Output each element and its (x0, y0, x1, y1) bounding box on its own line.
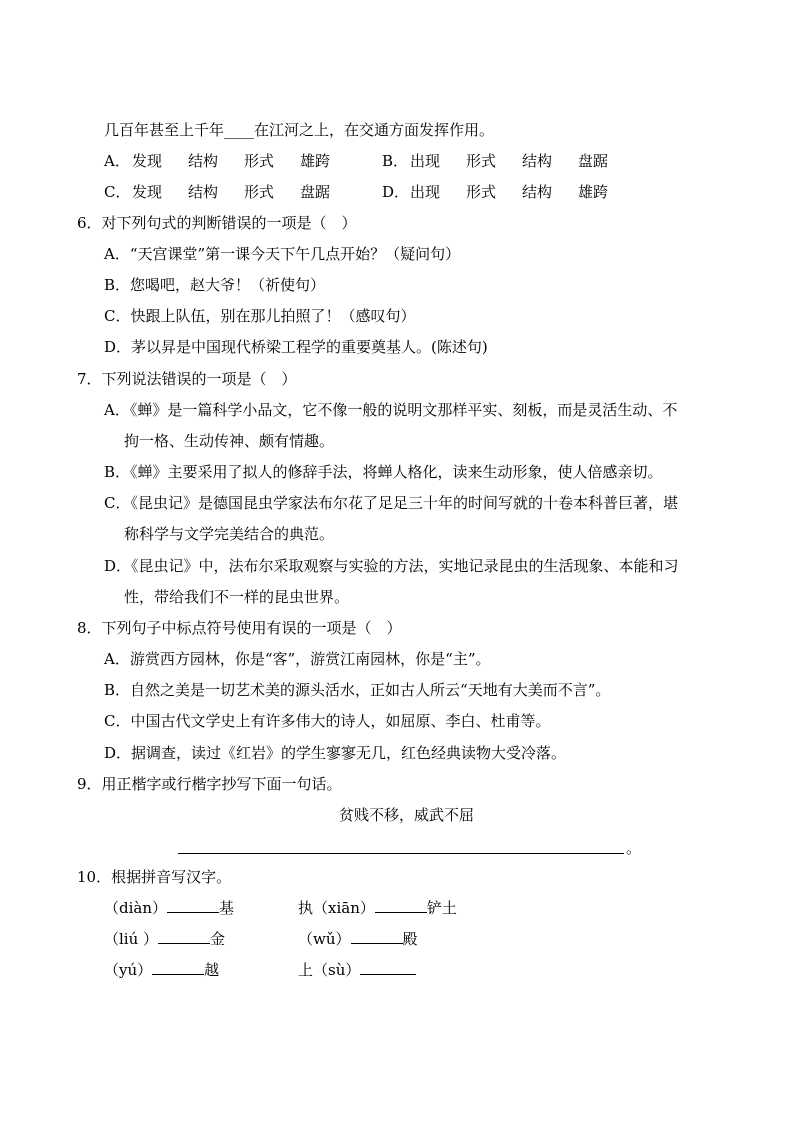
q5-option-c (104, 182, 330, 202)
q7-stem: 7．下列说法错误的一项是（ ） (77, 370, 297, 388)
pinyin-item (298, 898, 457, 918)
copy-answer-line[interactable] (178, 852, 624, 854)
q8-stem: 8．下列句子中标点符号使用有误的一项是（ ） (77, 619, 402, 637)
pinyin-suffix: 越 (204, 961, 220, 979)
answer-blank[interactable] (152, 960, 204, 975)
pinyin-suffix: 金 (210, 930, 226, 948)
option-word: 发现 (132, 183, 163, 201)
answer-blank[interactable] (167, 898, 219, 913)
q9-period: 。 (626, 839, 642, 857)
pinyin-item (104, 898, 234, 918)
q7-option-b: B．《蝉》主要采用了拟人的修辞手法，将蝉人格化，读来生动形象，使人倍感亲切。 (104, 463, 663, 481)
pinyin-item (104, 960, 219, 980)
pinyin-prompt: （yú） (104, 961, 153, 979)
q5-option-a (104, 151, 330, 171)
q8-option-c: C．中国古代文学史上有许多伟大的诗人，如屈原、李白、杜甫等。 (104, 712, 551, 730)
q6-option-b: B．您喝吧，赵大爷！（祈使句） (104, 276, 326, 294)
q7-option-d-cont: 性，带给我们不一样的昆虫世界。 (124, 588, 350, 606)
pinyin-item (298, 960, 416, 980)
answer-blank[interactable] (375, 898, 427, 913)
q5-option-d (382, 182, 608, 202)
q6-option-a: A．“天宫课堂”第一课今天下午几点开始？（疑问句） (104, 245, 461, 263)
pinyin-prompt: （liú ） (104, 930, 159, 948)
option-word: 形式 (466, 183, 497, 201)
q9-sentence: 贫贱不移，威武不屈 (339, 806, 475, 824)
option-label: D． (382, 183, 410, 201)
pinyin-suffix: 殿 (402, 930, 418, 948)
pinyin-item (104, 929, 225, 949)
q9-stem: 9．用正楷字或行楷字抄写下面一句话。 (77, 775, 342, 793)
option-word: 雄跨 (578, 183, 609, 201)
q8-option-b: B．自然之美是一切艺术美的源头活水，正如古人所云“天地有大美而不言”。 (104, 681, 611, 699)
option-label: A． (104, 152, 130, 170)
pinyin-suffix: 铲土 (426, 899, 457, 917)
q8-option-a: A．游赏西方园林，你是“客”，游赏江南园林，你是“主”。 (104, 650, 491, 668)
q6-option-c: C．快跟上队伍，别在那儿拍照了！（感叹句） (104, 307, 416, 325)
q5-option-b (382, 151, 608, 171)
q7-option-a: A．《蝉》是一篇科学小品文，它不像一般的说明文那样平实、刻板，而是灵活生动、不 (104, 401, 678, 419)
q7-option-d: D．《昆虫记》中，法布尔采取观察与实验的方法，实地记录昆虫的生活现象、本能和习 (104, 557, 679, 575)
option-word: 盘踞 (578, 152, 609, 170)
q6-option-d: D．茅以昇是中国现代桥梁工程学的重要奠基人。(陈述句) (104, 338, 488, 356)
pinyin-prompt: 执（xiān） (298, 899, 375, 917)
option-label: B． (382, 152, 409, 170)
option-word: 形式 (466, 152, 497, 170)
option-word: 盘踞 (300, 183, 331, 201)
option-word: 出现 (410, 183, 441, 201)
q10-stem: 10．根据拼音写汉字。 (77, 868, 232, 886)
option-word: 结构 (188, 152, 219, 170)
option-word: 雄跨 (300, 152, 331, 170)
q5-continuation: 几百年甚至上千年____在江河之上，在交通方面发挥作用。 (104, 121, 495, 139)
q7-option-a-cont: 拘一格、生动传神、颇有情趣。 (124, 432, 335, 450)
option-word: 发现 (132, 152, 163, 170)
option-word: 形式 (244, 183, 275, 201)
option-word: 出现 (410, 152, 441, 170)
answer-blank[interactable] (158, 929, 210, 944)
q6-stem: 6．对下列句式的判断错误的一项是（ ） (77, 214, 357, 232)
pinyin-prompt: （diàn） (104, 899, 168, 917)
q7-option-c-cont: 称科学与文学完美结合的典范。 (124, 525, 335, 543)
option-word: 结构 (522, 152, 553, 170)
answer-blank[interactable] (360, 960, 416, 975)
option-word: 结构 (522, 183, 553, 201)
pinyin-item (298, 929, 418, 949)
pinyin-prompt: （wǔ） (298, 930, 351, 948)
option-word: 形式 (244, 152, 275, 170)
q7-option-c: C．《昆虫记》是德国昆虫学家法布尔花了足足三十年的时间写就的十卷本科普巨著，堪 (104, 494, 678, 512)
q8-option-d: D．据调查，读过《红岩》的学生寥寥无几，红色经典读物大受冷落。 (104, 744, 567, 762)
pinyin-prompt: 上（sù） (298, 961, 361, 979)
answer-blank[interactable] (351, 929, 403, 944)
pinyin-suffix: 基 (219, 899, 235, 917)
option-label: C． (104, 183, 131, 201)
option-word: 结构 (188, 183, 219, 201)
